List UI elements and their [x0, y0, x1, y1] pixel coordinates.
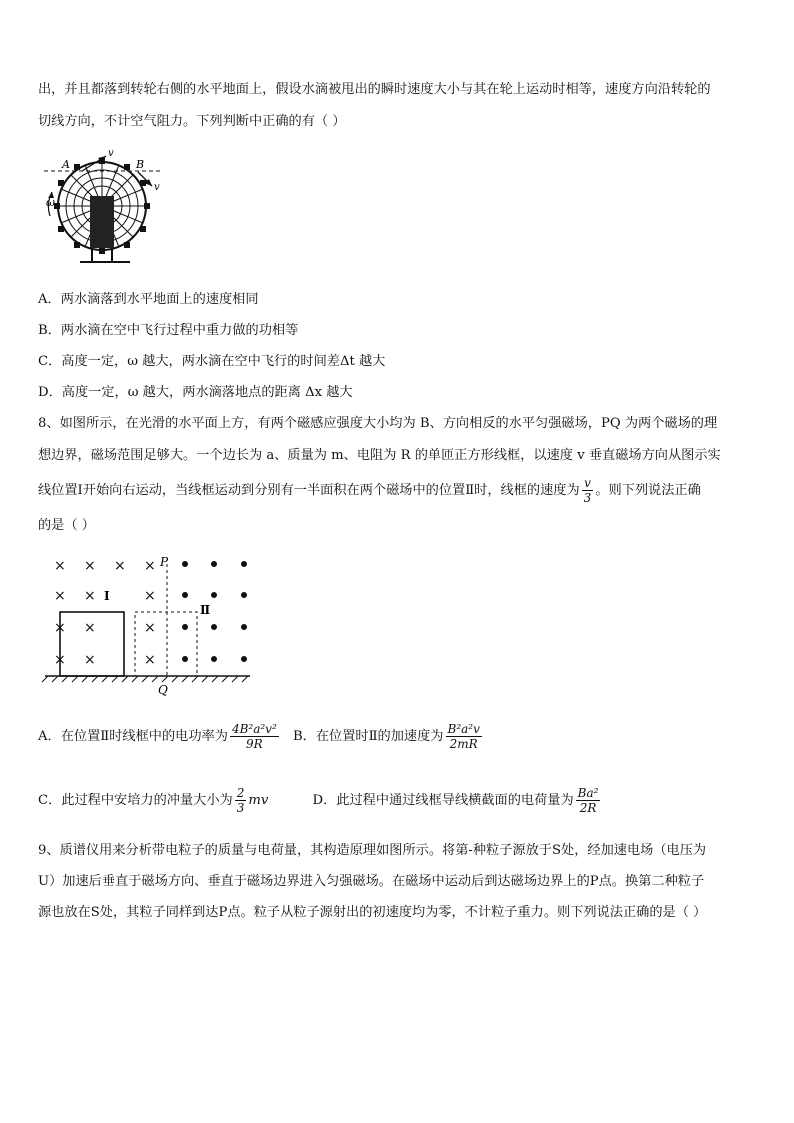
svg-text:×: ×: [54, 620, 66, 636]
velocity-fraction: $\frac{v}{3}$: [583, 476, 592, 505]
svg-text:×: ×: [144, 620, 156, 636]
q8-line3-part1: 线位置Ⅰ开始向右运动，当线框运动到分别有一半面积在两个磁场中的位置Ⅱ时，线框的速度为: [38, 483, 580, 498]
svg-text:×: ×: [54, 558, 66, 574]
q8-options-cd: [38, 786, 758, 815]
label-Q: Q: [158, 683, 168, 697]
wheel: [54, 158, 150, 262]
q8-option-d: D．此过程中通过线框导线横截面的电荷量为: [312, 793, 574, 808]
svg-text:×: ×: [54, 588, 66, 604]
label-v1: v: [108, 148, 114, 159]
label-I: Ⅰ: [104, 589, 110, 603]
svg-text:×: ×: [144, 558, 156, 574]
label-B: B: [136, 158, 145, 171]
q8-line3-part2: 。则下列说法正确: [595, 483, 701, 498]
q9-text-line3: 源也放在S处，其粒子同样到达P点。粒子从粒子源射出的初速度均为零，不计粒子重力。则下列说法正确的是（ ）: [38, 905, 707, 920]
field-into-page-crosses: [54, 558, 156, 668]
q8-options-ab: [38, 722, 758, 751]
q8-option-b: B．在位置时Ⅱ的加速度为: [292, 729, 444, 744]
svg-text:×: ×: [144, 588, 156, 604]
svg-text:×: ×: [84, 588, 96, 604]
svg-text:×: ×: [84, 652, 96, 668]
q8-text-line4: 的是（ ）: [38, 518, 95, 533]
q8-text-line1: 8、如图所示，在光滑的水平面上方，有两个磁感应强度大小均为 B、方向相反的水平匀强磁场，PQ 为两个磁场的理: [38, 416, 718, 431]
q7-option-c: C．高度一定，ω 越大，两水滴在空中飞行的时间差Δt 越大: [38, 354, 386, 369]
q9-text-line1: 9、质谱仪用来分析带电粒子的质量与电荷量，其构造原理如图所示。将第-种粒子源放于S处，经加速电场（电压为: [38, 843, 707, 858]
option-c-fraction: $\frac{2}{3}$: [236, 786, 245, 815]
svg-text:×: ×: [54, 652, 66, 668]
option-d-fraction: $\frac{\text{Ba²}}{2R}$: [577, 786, 599, 815]
svg-text:×: ×: [84, 620, 96, 636]
q8-text-line2: 想边界，磁场范围足够大。一个边长为 a、质量为 m、电阻为 R 的单匝正方形线框，以速度 v 垂直磁场方向从图示实: [38, 448, 721, 463]
option-b-fraction: $\frac{\text{B²a²v}}{2mR}$: [447, 722, 480, 751]
label-A: A: [62, 158, 70, 171]
label-omega: ω: [46, 196, 55, 209]
option-a-fraction: $\frac{\text{4B²a²v²}}{9R}$: [231, 722, 277, 751]
magnetic-field-figure: [40, 550, 260, 700]
q7-option-a: A．两水滴落到水平地面上的速度相同: [38, 292, 259, 307]
q7-option-b: B．两水滴在空中飞行过程中重力做的功相等: [38, 323, 299, 338]
waterwheel-figure: [40, 146, 170, 268]
q7-text-line1: 出，并且都落到转轮右侧的水平地面上，假设水滴被甩出的瞬时速度大小与其在轮上运动时相等，速度方向沿转轮的: [38, 82, 711, 97]
label-II: Ⅱ: [200, 603, 211, 617]
q9-text-line2: U）加速后垂直于磁场方向、垂直于磁场边界进入匀强磁场。在磁场中运动后到达磁场边界上的P点。换第二种粒子: [38, 874, 705, 889]
q8-text-line3: [38, 476, 758, 505]
q7-option-d: D．高度一定，ω 越大，两水滴落地点的距离 Δx 越大: [38, 385, 353, 400]
svg-text:×: ×: [114, 558, 126, 574]
label-P: P: [160, 555, 169, 569]
svg-text:×: ×: [84, 558, 96, 574]
q8-option-a: A．在位置Ⅱ时线框中的电功率为: [38, 729, 228, 744]
option-c-tail: mv: [248, 793, 269, 808]
label-v2: v: [154, 182, 160, 193]
q7-text-line2: 切线方向，不计空气阻力。下列判断中正确的有（ ）: [38, 114, 346, 129]
svg-text:×: ×: [144, 652, 156, 668]
q8-option-c: C．此过程中安培力的冲量大小为: [38, 793, 233, 808]
